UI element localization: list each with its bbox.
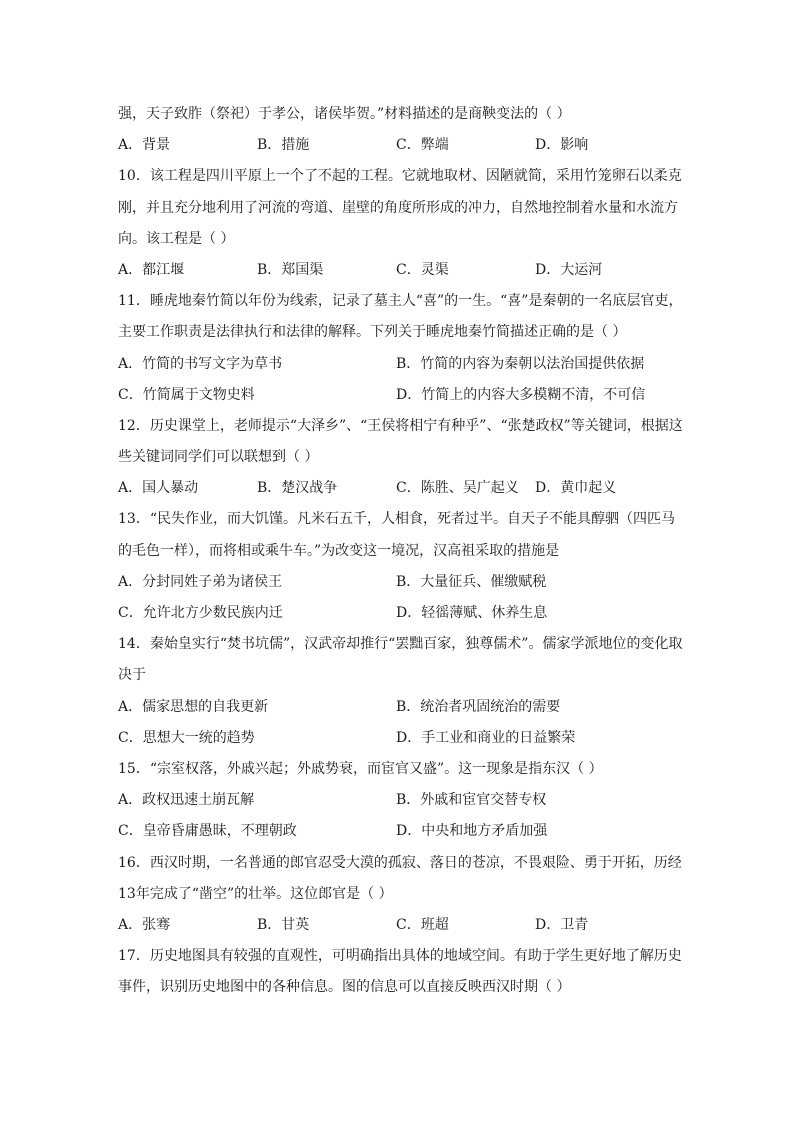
option-c: C．竹简属于文物史料 bbox=[118, 386, 255, 403]
question-14-stem-line: 决于 bbox=[118, 667, 146, 684]
option-a: A．国人暴动 bbox=[118, 480, 199, 497]
option-c: C．思想大一统的趋势 bbox=[118, 729, 255, 746]
option-c: C．弊端 bbox=[396, 137, 449, 154]
option-a: A．背景 bbox=[118, 137, 171, 154]
question-14-options-row2 bbox=[118, 723, 690, 754]
question-10-stem-line: 10．该工程是四川平原上一个了不起的工程。它就地取材、因陋就简，采用竹笼卵石以柔克 bbox=[118, 168, 682, 185]
question-9-stem-line: 强，天子致胙（祭祀）于孝公，诸侯毕贺。”材料描述的是商鞅变法的（ ） bbox=[118, 106, 571, 122]
option-d: D．卫青 bbox=[535, 916, 589, 933]
option-c: C．灵渠 bbox=[396, 261, 449, 278]
question-17-stem-line: 17．历史地图具有较强的直观性，可明确指出具体的地域空间。有助于学生更好地了解历史 bbox=[118, 948, 682, 965]
option-b: B．措施 bbox=[257, 137, 310, 154]
question-15-stem-line: 15．“宗室权落，外戚兴起；外戚势衰，而宦官又盛”。这一现象是指东汉（ ） bbox=[118, 760, 603, 777]
question-11-stem-line: 主要工作职责是法律执行和法律的解释。下列关于睡虎地秦竹简描述正确的是（ ） bbox=[118, 324, 627, 341]
option-d: D．竹简上的内容大多模糊不清，不可信 bbox=[396, 386, 646, 403]
question-16-stem-line: 16．西汉时期，一名普通的郎官忍受大漠的孤寂、落日的苍凉，不畏艰险、勇于开拓，历经 bbox=[118, 854, 682, 871]
question-list bbox=[118, 99, 690, 1003]
option-a: A．分封同姓子弟为诸侯王 bbox=[118, 573, 283, 590]
question-15-options-row1 bbox=[118, 785, 690, 816]
question-10-stem-line: 向。该工程是（ ） bbox=[118, 230, 235, 247]
question-15-options-row2 bbox=[118, 816, 690, 847]
question-10-stem-line: 刚，并且充分地利用了河流的弯道、崖壁的角度所形成的冲力，自然地控制着水量和水流方 bbox=[118, 199, 678, 216]
option-b: B．竹简的内容为秦朝以法治国提供依据 bbox=[396, 355, 645, 372]
option-a: A．政权迅速土崩瓦解 bbox=[118, 792, 255, 809]
option-a: A．都江堰 bbox=[118, 261, 185, 278]
question-10-options bbox=[118, 255, 690, 286]
option-d: D．手工业和商业的日益繁荣 bbox=[396, 729, 576, 746]
question-13-stem-line: 13．“民失作业，而大饥馑。凡米石五千，人相食，死者过半。自天子不能具醇驷（四匹马 bbox=[118, 511, 675, 528]
question-16-options bbox=[118, 910, 690, 941]
question-11-stem-line: 11．睡虎地秦竹简以年份为线索，记录了墓主人“喜”的一生。“喜”是秦朝的一名底层官吏， bbox=[118, 293, 683, 310]
question-13-stem-line: 的毛色一样），而将相或乘牛车。”为改变这一境况，汉高祖采取的措施是 bbox=[118, 542, 560, 559]
option-b: B．郑国渠 bbox=[257, 261, 324, 278]
option-d: D．黄巾起义 bbox=[535, 480, 617, 497]
question-13-options-row2 bbox=[118, 598, 690, 629]
option-a: A．张骞 bbox=[118, 916, 171, 933]
question-12-stem-line: 12．历史课堂上，老师提示“大泽乡”、“王侯将相宁有种乎”、“张楚政权”等关键词，根据这 bbox=[118, 417, 683, 434]
option-b: B．楚汉战争 bbox=[257, 480, 338, 497]
option-b: B．统治者巩固统治的需要 bbox=[396, 698, 561, 715]
option-d: D．中央和地方矛盾加强 bbox=[396, 823, 548, 840]
option-d: D．轻徭薄赋、休养生息 bbox=[396, 605, 548, 621]
question-17-stem-line: 事件，识别历史地图中的各种信息。图的信息可以直接反映西汉时期（ ） bbox=[118, 979, 571, 996]
question-13-options-row1 bbox=[118, 567, 690, 598]
option-a: A．竹简的书写文字为草书 bbox=[118, 355, 283, 372]
question-12-stem-line: 些关键词同学们可以联想到（ ） bbox=[118, 449, 319, 466]
question-11-options-row1 bbox=[118, 349, 690, 380]
option-d: D．影响 bbox=[535, 137, 589, 154]
question-11-options-row2 bbox=[118, 380, 690, 411]
question-9-options bbox=[118, 130, 690, 161]
option-b: B．甘英 bbox=[257, 916, 310, 933]
option-b: B．大量征兵、催缴赋税 bbox=[396, 573, 547, 590]
question-14-stem-line: 14．秦始皇实行“焚书坑儒”，汉武帝却推行“罢黜百家，独尊儒术”。儒家学派地位的变化取 bbox=[118, 636, 683, 653]
option-c: C．陈胜、吴广起义 bbox=[396, 480, 519, 497]
question-14-options-row1 bbox=[118, 692, 690, 723]
option-b: B．外戚和宦官交替专权 bbox=[396, 792, 547, 809]
option-c: C．皇帝昏庸愚昧，不理朝政 bbox=[118, 823, 297, 840]
question-16-stem-line: 13年完成了“凿空”的壮举。这位郎官是（ ） bbox=[118, 885, 393, 902]
option-d: D．大运河 bbox=[535, 261, 603, 278]
option-a: A．儒家思想的自我更新 bbox=[118, 698, 269, 715]
option-c: C．允许北方少数民族内迁 bbox=[118, 605, 283, 621]
option-c: C．班超 bbox=[396, 916, 449, 933]
question-12-options bbox=[118, 473, 690, 504]
